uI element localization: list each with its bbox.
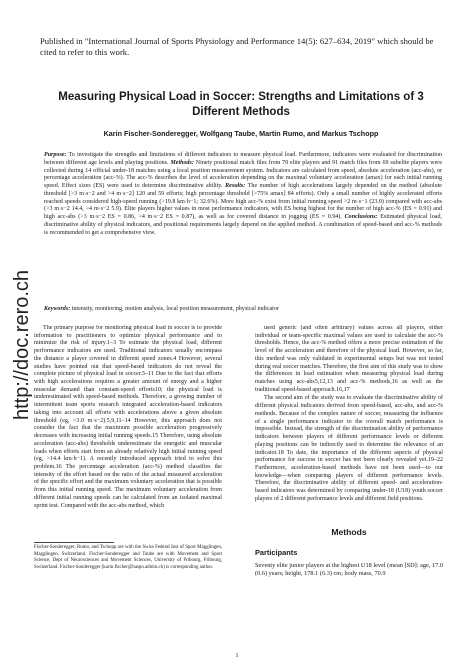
abstract-conclusions-label: Conclusions:	[344, 214, 378, 220]
keywords-text: intensity, monitoring, motion analysis, local position measurement, physical indicator	[70, 306, 279, 312]
abstract	[44, 152, 442, 237]
page-number: 1	[235, 653, 239, 659]
participants-paragraph: Seventy elite junior players at the highest U18 level (mean [SD]: age, 17.0 (0.6) years; height, 178.1 (6.3) cm; body mass, 70.9	[255, 562, 443, 578]
body-left-column	[34, 325, 222, 540]
abstract-purpose-text: To investigate the strengths and limitations of different indicators to measure physical load. Furthermore, indicators were evaluated for discrimination between different age levels and playing positions.	[44, 152, 442, 166]
keywords	[44, 305, 442, 313]
keywords-label: Keywords:	[44, 306, 71, 312]
abstract-methods-label: Methods:	[170, 159, 194, 166]
abstract-purpose-label: Purpose:	[44, 152, 67, 158]
intro-paragraph-2: used generic (and often arbitrary) values across all players, either individual or team-specific maximal values are used to calculate the acc-% thresholds. Hence, the acc-% method offers a more precise estimation of the level of the acceleration and therefore of the physical load. However, so far, this method was only validated in experimental setups but was not tested during real soccer matches. Therefore, the first aim of this study was to show the differences in load estimation when measuring physical load during matches using acc-abs5,12,13 and acc-% methods,16 as well as the traditional speed-based approach.16,17	[255, 325, 443, 393]
abstract-conclusions-text: Estimated physical load, discriminative ability of physical indicators, and positional requirements largely depend on the applied method. A combination of speed-based and acc-% methods is recommended to get a comprehensive view.	[44, 214, 442, 236]
footnote-divider	[34, 542, 114, 543]
body-right-column	[255, 325, 443, 625]
author-list: Karin Fischer-Sonderegger, Wolfgang Taube, Martin Rumo, and Markus Tschopp	[103, 129, 379, 138]
publication-note: Published in "International Journal of Sports Physiology and Performance 14(5): 627–634, 2019" which should be cited to refer to this work.	[40, 36, 434, 57]
abstract-methods-text: Ninety positional match files from 70 elite players and 91 match files from 69 subelite players were collected during 14 official under-18 matches using a local position measurement system. Indicators are calculated from speed, absolute acceleration (acc-abs), or percentage acceleration (acc-%). The acc-% describes the level of acceleration depending on the maximal voluntary acceleration (amax) for each initial running speed. Effect sizes (ES) were used to determine discriminative ability.	[44, 159, 443, 189]
intro-paragraph-3: The second aim of the study was to evaluate the discriminative ability of different physical indicators derived from speed-based, acc-abs, and acc-% methods. Because of the complex nature of soccer, measuring the influence of a single performance indicator to the overall match performance is impossible. Instead, the strength of the discrimination ability of performance indicators between players of different performance levels or different playing positions can be indirectly used to determine the relevance of an indicator.18 To date, the importance of the different aspects of physical performance for success in soccer has not been clearly revealed yet.19–22 Furthermore, acceleration-based methods have not been used—to our knowledge—when comparing players of different performance levels. Therefore, the discriminative ability of different speed- and acceleration-based indicators was determined by comparing under-18 (U18) youth soccer players of 2 different performance levels and different field positions.	[255, 395, 443, 502]
intro-paragraph-1: The primary purpose for monitoring physical load in soccer is to provide information to practitioners to optimize physical performance and to minimize the risk of injury.1–3 To estimate the physical load, different performance indicators are used. Traditional indicators usually encompass the distance a player covered in different speed zones.4 However, several studies have pointed out that speed-based indicators do not reveal the complete picture of physical load in soccer.5–11 Due to the fact that efforts with high accelerations requires a greater amount of energy and a higher muscular demand than constant-speed efforts10; the physical load is underestimated with speed-based methods. Therefore, a growing number of intermittent team sports research integrated acceleration-based indicators taking into account all efforts with accelerations above a given absolute threshold (eg, >3.0 m·s−2).5,9,11–14 However, this approach does not consider the fact that the maximum possible acceleration progressively decreases with increasing initial running speeds.15 Therefore, using absolute acceleration (acc-abs) thresholds underestimate the energetic and muscular loads when efforts start from an already relatively high initial running speed (eg, >14.4 km·h−1). A recently introduced approach tried to solve this problem.16 The percentage acceleration (acc-%) method classifies the intensity of the effort based on the ratio of the actual measured acceleration of the specific effort and the maximum voluntary acceleration that is possible from this initial running speed. The maximum voluntary acceleration from different initial running speeds can be calculated from an isolated maximal sprint test. Compared with the acc-abs method, which	[34, 325, 222, 509]
abstract-results-text: The number of high accelerations largely depended on the method (absolute threshold [>3 m·s−2 and >4 m·s−2] 120 and 59 efforts; high percentage threshold [>75% amax] 84 efforts). Only a small number of highly accelerated efforts reached speeds considered high-speed running (>19.8 km·h−1; 32.6%). More high acc-% exist from initial running speed >2 m·s−1 (23.0) compared with acc-abs (>3 m·s−2 14.4, >4 m·s−2 5.9). Elite players higher values in most performance indicators, with ES being highest for the number of high acc-% (ES = 0.91) and high acc-abs (>3 m·s−2 ES = 0.86, >4 m·s−2 ES = 0.87), as well as for covered distance in jogging (ES = 0.94).	[44, 183, 442, 220]
affiliation-footnote: Fischer-Sonderegger, Rumo, and Tschopp are with the Swiss Federal Inst of Sport Magglingen, Magglingen, Switzerland. Fischer-Sonderegger and Taube are with Movement and Sport Science, Dept of Neurosciences and Movement Sciences, University of Fribourg, Fribourg, Switzerland. Fischer-Sonderegger (karin.fischer@baspo.admin.ch) is corresponding author.	[34, 545, 222, 570]
paper-title: Measuring Physical Load in Soccer: Strengths and Limitations of 3 Different Methods	[58, 91, 424, 118]
abstract-results-label: Results:	[225, 183, 246, 189]
repository-url-watermark: http://doc.rero.ch	[11, 269, 33, 421]
participants-heading: Participants	[255, 548, 298, 557]
methods-heading: Methods	[331, 527, 367, 537]
